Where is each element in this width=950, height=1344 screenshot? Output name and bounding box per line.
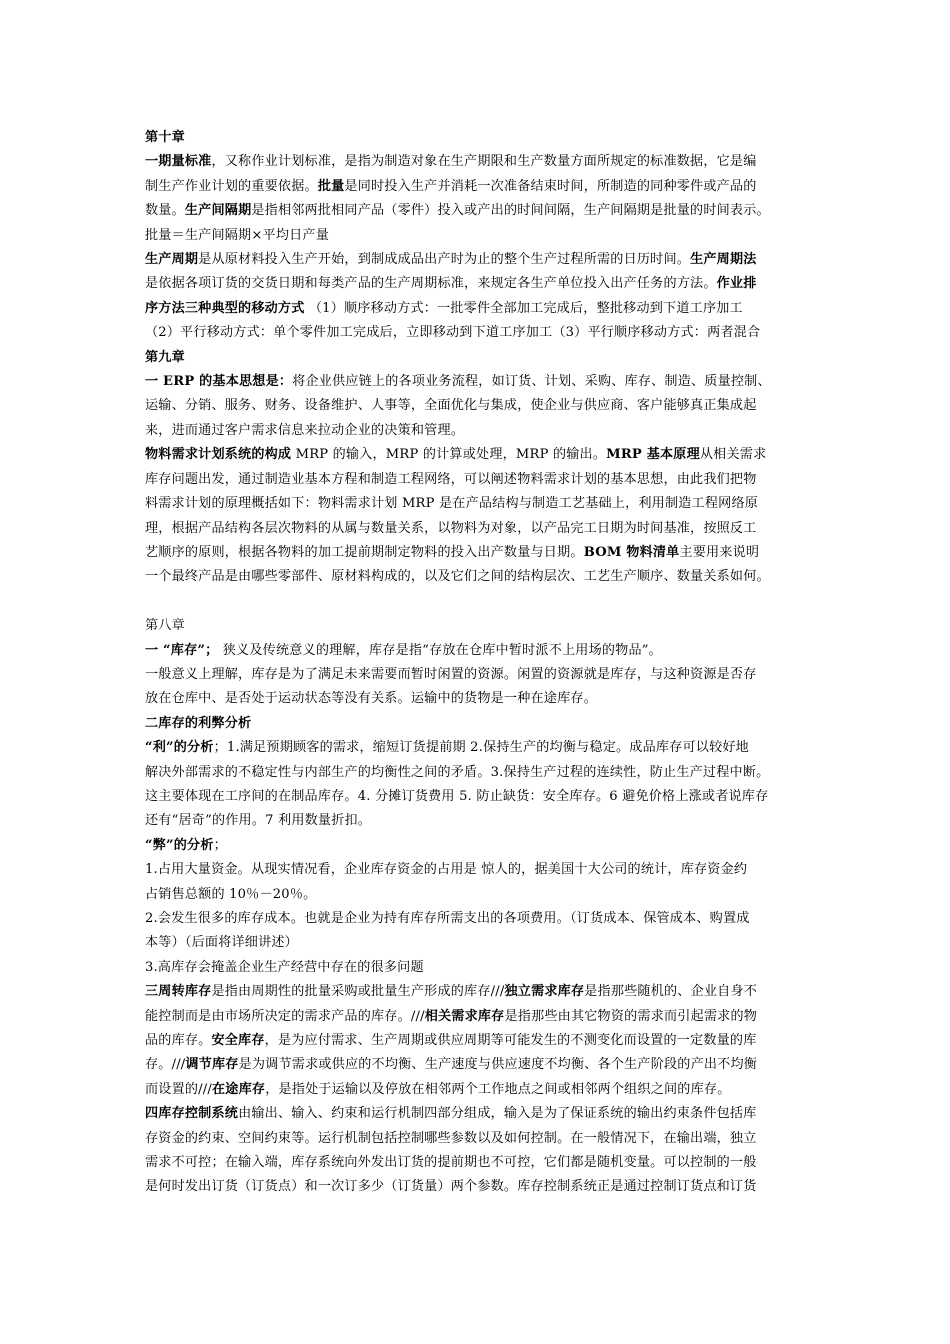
text-line (145, 736, 815, 760)
text-run: 是同时投入生产并消耗一次准备结束时间，所制造的同种零件或产品的 (344, 178, 757, 194)
bold-term: 批量 (317, 178, 345, 194)
text-run: 数量。 (145, 203, 185, 219)
bold-term: 一期量标准 (145, 154, 212, 170)
text-run: 第八章 (145, 618, 185, 634)
text-line (145, 1005, 815, 1029)
bold-term: 物料需求计划系统的构成 (145, 447, 292, 463)
bold-term: BOM 物料清单 (583, 544, 680, 560)
text-line (145, 224, 815, 248)
text-run: 是指那些随机的、企业自身不 (584, 984, 758, 1000)
bold-term: “弊”的分析 (145, 837, 214, 853)
text-line (145, 517, 815, 541)
text-run: 3.高库存会掩盖企业生产经营中存在的很多问题 (145, 959, 424, 975)
text-line (145, 980, 815, 1004)
text-line (145, 1102, 815, 1126)
text-run: 是指相邻两批相同产品（零件）投入或产出的时间间隔，生产间隔期是批量的时间表示。 (251, 203, 770, 219)
text-run: ，是为应付需求、生产周期或供应周期等可能发生的不测变化而设置的一定数量的库 (264, 1033, 757, 1049)
text-run: 品的库存。 (145, 1033, 212, 1049)
bold-term: “利”的分析 (145, 740, 214, 756)
text-line (145, 370, 815, 394)
text-line (145, 126, 815, 150)
text-line (145, 663, 815, 687)
text-line (145, 565, 815, 589)
text-line (145, 1078, 815, 1102)
bold-term: 安全库存 (211, 1033, 265, 1049)
text-run: 是为调节需求或供应的不均衡、生产速度与供应速度不均衡、各个生产阶段的产出不均衡 (238, 1057, 758, 1073)
text-run: 这主要体现在工序间的在制品库存。4. 分摊订货费用 5. 防止缺货：安全库存。6 避免价格上涨或者说库存 (145, 788, 769, 804)
text-run: 还有“居奇”的作用。7 利用数量折扣。 (145, 813, 372, 829)
bold-term: 序方法三种典型的移动方式 (145, 300, 305, 316)
bold-term: 调节库存 (185, 1057, 239, 1073)
bold-term: 第十章 (145, 130, 185, 145)
text-line (145, 248, 815, 272)
text-line (145, 1029, 815, 1053)
text-line (145, 468, 815, 492)
bold-term: 生产周期法 (690, 252, 757, 268)
text-run: 存资金的约束、空间约束等。运行机制包括控制哪些参数以及如何控制。在一般情况下，在输出端，独立 (145, 1130, 757, 1146)
bold-term: 独立需求库存 (504, 984, 585, 1000)
text-run: 批量＝生产间隔期×平均日产量 (145, 227, 329, 243)
text-line (145, 272, 815, 296)
bold-term: 四库存控制系统 (145, 1106, 239, 1122)
bold-term: 在途库存 (212, 1081, 266, 1097)
text-run: ； (213, 837, 227, 853)
text-line (145, 956, 815, 980)
text-run: 料需求计划的原理概括如下：物料需求计划 MRP 是在产品结构与制造工艺基础上，利用制造工程网络原 (145, 496, 759, 512)
text-run: 放在仓库中、是否处于运动状态等没有关系。运输中的货物是一种在途库存。 (145, 691, 597, 707)
text-line (145, 1127, 815, 1151)
text-run: 需求不可控；在输入端，库存系统向外发出订货的提前期也不可控，它们都是随机变量。可以控制的一般 (145, 1155, 757, 1171)
text-line (145, 761, 815, 785)
text-run: 从相关需求 (699, 447, 767, 463)
text-run: 本等）（后面将详细讲述） (145, 935, 298, 951)
text-run: 艺顺序的原则，根据各物料的加工提前期制定物料的投入出产数量与日期。 (145, 544, 584, 560)
bold-term: MRP 基本原理 (606, 447, 700, 463)
bold-term: 二库存的利弊分析 (145, 715, 252, 731)
text-line (145, 492, 815, 516)
text-line (145, 419, 815, 443)
text-line (145, 883, 815, 907)
text-line (145, 834, 815, 858)
text-run: 来，进而通过客户需求信息来拉动企业的决策和管理。 (145, 422, 465, 438)
text-line (145, 858, 815, 882)
paragraph-gap (145, 590, 815, 614)
text-run: 是从原材料投入生产开始，到制成成品出产时为止的整个生产过程所需的日历时间。 (198, 252, 691, 268)
text-run: （2）平行移动方式：单个零件加工完成后，立即移动到下道工序加工（3）平行顺序移动方式：两者混合 (145, 325, 761, 341)
text-run: 将企业供应链上的各项业务流程，如订货、计划、采购、库存、制造、质量控制、 (292, 374, 771, 390)
bold-term: 生产间隔期 (184, 203, 252, 219)
text-run: ，又称作业计划标准，是指为制造对象在生产期限和生产数量方面所规定的标准数据，它是编 (211, 154, 757, 170)
text-line (145, 687, 815, 711)
text-run: 2.会发生很多的库存成本。也就是企业为持有库存所需支出的各项费用。（订货成本、保管成本、购置成 (145, 910, 750, 926)
bold-term: 作业排 (716, 276, 757, 292)
text-line (145, 150, 815, 174)
text-line (145, 297, 815, 321)
document-body (145, 126, 815, 1200)
text-line (145, 907, 815, 931)
text-run: ，是指处于运输以及停放在相邻两个工作地点之间或相邻两个组织之间的库存。 (265, 1081, 731, 1097)
text-line (145, 1151, 815, 1175)
bold-term: 三周转库存 (145, 984, 212, 1000)
bold-term: 生产周期 (145, 252, 199, 268)
text-run: 而设置的/// (145, 1081, 213, 1097)
bold-term: 一 “库存”； (145, 642, 219, 658)
text-run: 存。/// (145, 1057, 186, 1073)
text-run: 运输、分销、服务、财务、设备维护、人事等，全面优化与集成，使企业与供应商、客户能够真正集成起 (145, 398, 757, 414)
text-run: 主要用来说明 (679, 544, 760, 560)
text-line (145, 614, 815, 638)
text-line (145, 809, 815, 833)
text-line (145, 712, 815, 736)
text-run: 一般意义上理解，库存是为了满足未来需要而暂时闲置的资源。闲置的资源就是库存，与这种资源是否存 (145, 666, 757, 682)
text-line (145, 931, 815, 955)
bold-term: 第九章 (145, 349, 185, 365)
text-line (145, 639, 815, 663)
text-run: 是指那些由其它物资的需求而引起需求的物 (504, 1008, 758, 1024)
text-line (145, 541, 815, 565)
text-run: 制生产作业计划的重要依据。 (145, 178, 318, 194)
text-run: 能控制而是由市场所决定的需求产品的库存。/// (145, 1008, 425, 1024)
text-run: 解决外部需求的不稳定性与内部生产的均衡性之间的矛盾。3.保持生产过程的连续性，防止生产过程中断。 (145, 764, 770, 780)
text-line (145, 321, 815, 345)
text-line (145, 1175, 815, 1199)
text-line (145, 443, 815, 467)
text-run: 1.占用大量资金。从现实情况看，企业库存资金的占用是 惊人的，据美国十大公司的统计，库存资金约 (145, 862, 748, 878)
text-run: 是何时发出订货（订货点）和一次订多少（订货量）两个参数。库存控制系统正是通过控制订货点和订货 (145, 1179, 757, 1195)
text-run: 库存问题出发，通过制造业基本方程和制造工程网络，可以阐述物料需求计划的基本思想，由此我们把物 (145, 471, 757, 487)
bold-term: 一 ERP 的基本思想是： (145, 374, 293, 390)
text-line (145, 346, 815, 370)
text-line (145, 175, 815, 199)
text-run: 狭义及传统意义的理解，库存是指“存放在仓库中暂时派不上用场的物品”。 (218, 642, 662, 658)
text-run: （1）顺序移动方式：一批零件全部加工完成后，整批移动到下道工序加工 (304, 300, 743, 316)
text-run: 理，根据产品结构各层次物料的从属与数量关系，以物料为对象，以产品完工日期为时间基准，按照反工 (145, 520, 757, 536)
text-line (145, 1053, 815, 1077)
bold-term: 相关需求库存 (424, 1008, 505, 1024)
text-run: MRP 的输入，MRP 的计算或处理，MRP 的输出。 (291, 447, 607, 463)
text-run: 是依据各项订货的交货日期和每类产品的生产周期标准，来规定各生产单位投入出产任务的方法。 (145, 276, 717, 292)
text-run: ；1.满足预期顾客的需求，缩短订货提前期 2.保持生产的均衡与稳定。成品库存可以较好地 (213, 740, 749, 756)
text-line (145, 394, 815, 418)
text-line (145, 785, 815, 809)
text-line (145, 199, 815, 223)
text-run: 占销售总额的 10％－20％。 (145, 886, 317, 902)
text-run: 由输出、输入、约束和运行机制四部分组成，输入是为了保证系统的输出约束条件包括库 (238, 1106, 757, 1122)
text-run: 是指由周期性的批量采购或批量生产形成的库存/// (211, 984, 505, 1000)
text-run: 一个最终产品是由哪些零部件、原材料构成的，以及它们之间的结构层次、工艺生产顺序、数量关系如何。 (145, 569, 770, 585)
